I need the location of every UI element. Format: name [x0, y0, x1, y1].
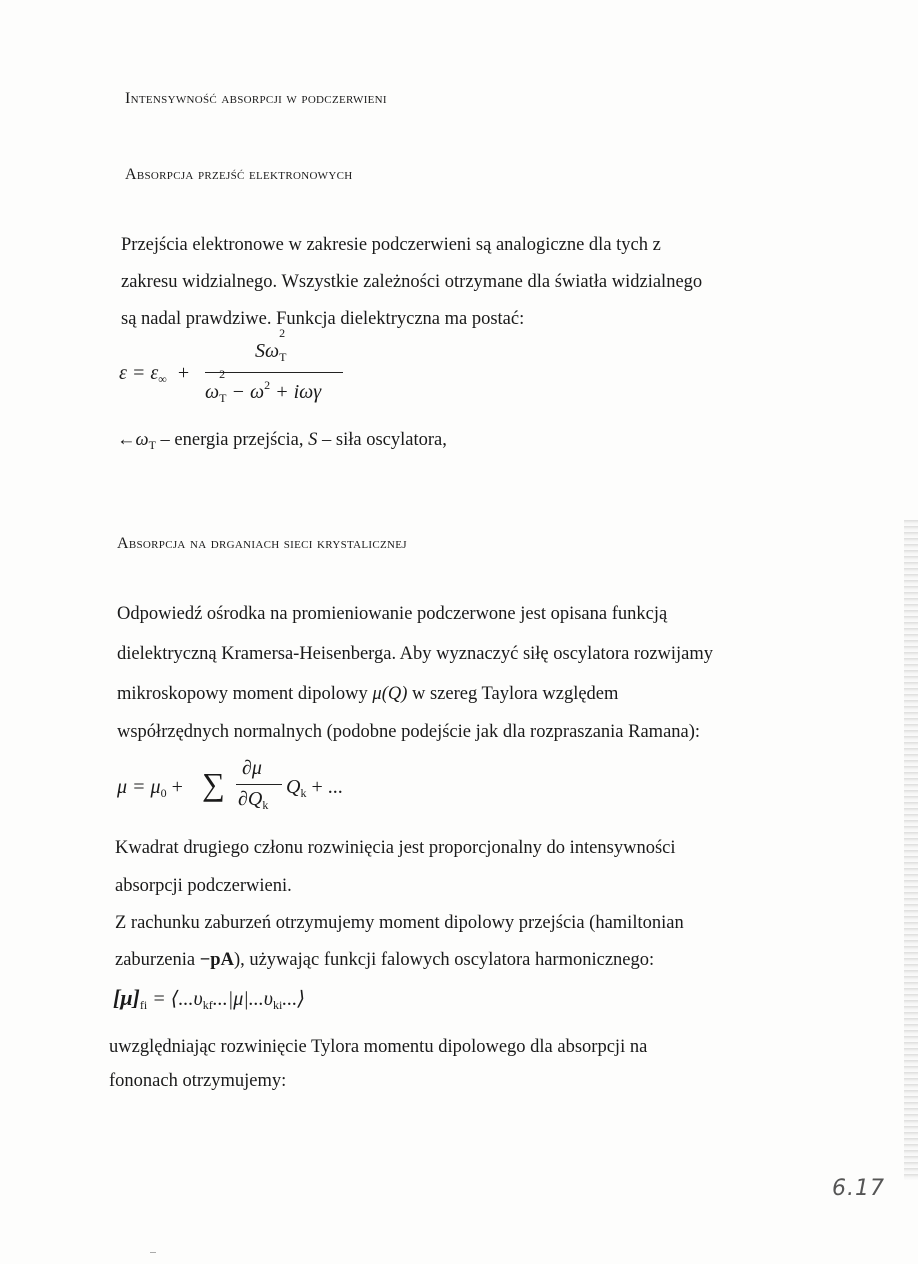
heading-lattice-vibrations: Absorpcja na drganiach sieci krystalicznej — [117, 535, 407, 552]
partial-numerator: ∂μ — [242, 757, 262, 779]
dipole-transition-equation: $[\mu]_{fi}$ = $⟨...\upsilon_{kf}...|\mu|...\upsilon_{ki}...⟩$ — [113, 985, 306, 1012]
paragraph-line: Kwadrat drugiego członu rozwinięcia jest proporcjonalny do intensywności — [115, 838, 676, 858]
paragraph-line: dielektryczną Kramersa-Heisenberga. Aby wyznaczyć siłę oscylatora rozwijamy — [117, 644, 714, 664]
sum-symbol: ∑ — [202, 766, 225, 802]
partial-denominator: $\partial Q_k$ — [238, 788, 269, 812]
handwritten-page-number: 6.17 — [832, 1176, 885, 1201]
scan-speck — [150, 1252, 156, 1253]
paragraph-line: zakresu widzialnego. Wszystkie zależności otrzymane dla światła widzialnego — [121, 272, 703, 292]
equation-numerator: Sω 2 $_T$ — [255, 326, 287, 364]
scan-edge-artifact — [904, 520, 918, 1180]
paragraph-line: Z rachunku zaburzeń otrzymujemy moment dipolowy przejścia (hamiltonian — [115, 913, 684, 933]
paragraph-line: mikroskopowy moment dipolowy μ(Q) w szereg Taylora względem — [117, 684, 619, 704]
fraction-bar — [205, 372, 343, 373]
paragraph-line: zaburzenia −pA), używając funkcji falowych oscylatora harmonicznego: — [115, 950, 655, 970]
paragraph-line: współrzędnych normalnych (podobne podejście jak dla rozpraszania Ramana): — [117, 722, 701, 742]
paragraph-line: Przejścia elektronowe w zakresie podczerwieni są analogiczne dla tych z — [121, 235, 661, 255]
paragraph-line: uwzględniając rozwinięcie Tylora momentu dipolowego dla absorpcji na — [109, 1037, 648, 1057]
equation-denominator: ω 2 $_T - \omega^2 + i\omega\gamma$ — [205, 367, 322, 405]
paragraph-line: są nadal prawdziwe. Funkcja dielektryczna ma postać: — [121, 309, 525, 329]
document-page: Intensywność absorpcji w podczerwieni Absorpcja przejść elektronowych Przejścia elektronowe w zakresie podczerwieni są analogiczne dla tych z zakresu widzialnego. Wszystkie zależności otrzymane dla światła widzialnego są nadal prawdziwe. Funkcja dielektryczna ma postać: $\varepsilon = \varepsilon_\infty$ + Sω 2 $_T$ ω 2 $_T - \omega^2 + i\omega\gamma$ $\leftarrow\omega_T$ – energia przejścia, S – siła oscylatora, Absorpcja na drganiach sieci krystalicznej Odpowiedź ośrodka na promieniowanie podczerwone jest opisana funkcją dielektryczną Kramersa-Heisenberga. Aby wyznaczyć siłę oscylatora rozwijamy mikroskopowy moment dipolowy μ(Q) w szereg Taylora względem współrzędnych normalnych (podobne podejście jak dla rozpraszania Ramana): $\mu = \mu_0$ + ∑ ∂μ $\partial Q_k$ $Q_k$ + ... Kwadrat drugiego członu rozwinięcia jest proporcjonalny do intensywności absorpcji podczerwieni. Z rachunku zaburzeń otrzymujemy moment dipolowy przejścia (hamiltonian zaburzenia −pA), używając funkcji falowych oscylatora harmonicznego: $[\mu]_{fi}$ = $⟨...\upsilon_{kf}...|\mu|...\upsilon_{ki}...⟩$ uwzględniając rozwinięcie Tylora momentu dipolowego dla absorpcji na fononach otrzymujemy: 6.17 — [0, 0, 918, 1264]
paragraph-line: fononach otrzymujemy: — [109, 1071, 287, 1091]
paragraph-line: absorpcji podczerwieni. — [115, 876, 292, 896]
heading-electronic-transitions: Absorpcja przejść elektronowych — [125, 166, 353, 183]
paragraph-line: Odpowiedź ośrodka na promieniowanie podczerwone jest opisana funkcją — [117, 604, 668, 624]
heading-intensity: Intensywność absorpcji w podczerwieni — [125, 90, 387, 107]
equation-legend: $\leftarrow\omega_T$ – energia przejścia, S – siła oscylatora, — [117, 430, 447, 452]
fraction-bar — [236, 784, 282, 785]
